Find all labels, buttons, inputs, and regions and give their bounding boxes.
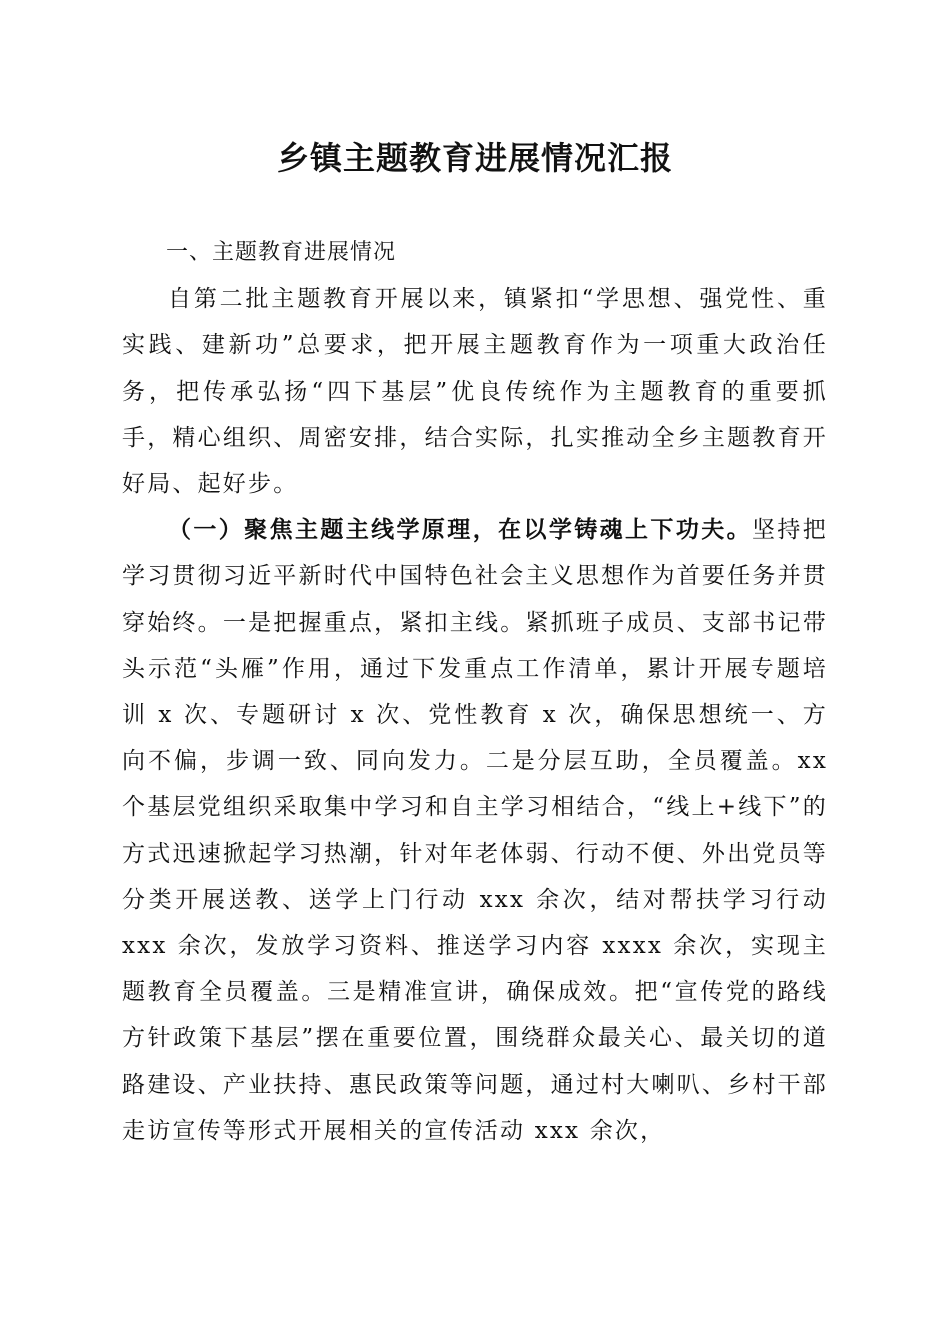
intro-paragraph: 自第二批主题教育开展以来，镇紧扣“学思想、强党性、重实践、建新功”总要求，把开展主题教育作为一项重大政治任务，把传承弘扬“四下基层”优良传统作为主题教育的重要抓手，精心组织、周密安排，结合实际，扎实推动全乡主题教育开好局、起好步。 bbox=[122, 286, 828, 498]
document-body bbox=[122, 230, 828, 1154]
section-heading: 一、主题教育进展情况 bbox=[166, 240, 397, 265]
subsection-paragraph bbox=[122, 507, 828, 1154]
subsection-body: 坚持把学习贯彻习近平新时代中国特色社会主义思想作为首要任务并贯穿始终。一是把握重点，紧扣主线。紧抓班子成员、支部书记带头示范“头雁”作用，通过下发重点工作清单，累计开展专题培训 x 次、专题研讨 x 次、党性教育 x 次，确保思想统一、方向不偏，步调一致、同向发力。二是分层互助，全员覆盖。xx 个基层党组织采取集中学习和自主学习相结合，“线上+线下”的方式迅速掀起学习热潮，针对年老体弱、行动不便、外出党员等分类开展送教、送学上门行动 xxx 余次，结对帮扶学习行动 xxx 余次，发放学习资料、推送学习内容 xxxx 余次，实现主题教育全员覆盖。三是精准宣讲，确保成效。把“宣传党的路线方针政策下基层”摆在重要位置，围绕群众最关心、最关切的道路建设、产业扶持、惠民政策等问题，通过村大喇叭、乡村干部走访宣传等形式开展相关的宣传活动 xxx 余次， bbox=[122, 517, 828, 1144]
subsection-lead: （一）聚焦主题主线学原理，在以学铸魂上下功夫。 bbox=[168, 516, 752, 544]
document-title: 乡镇主题教育进展情况汇报 bbox=[276, 139, 673, 177]
